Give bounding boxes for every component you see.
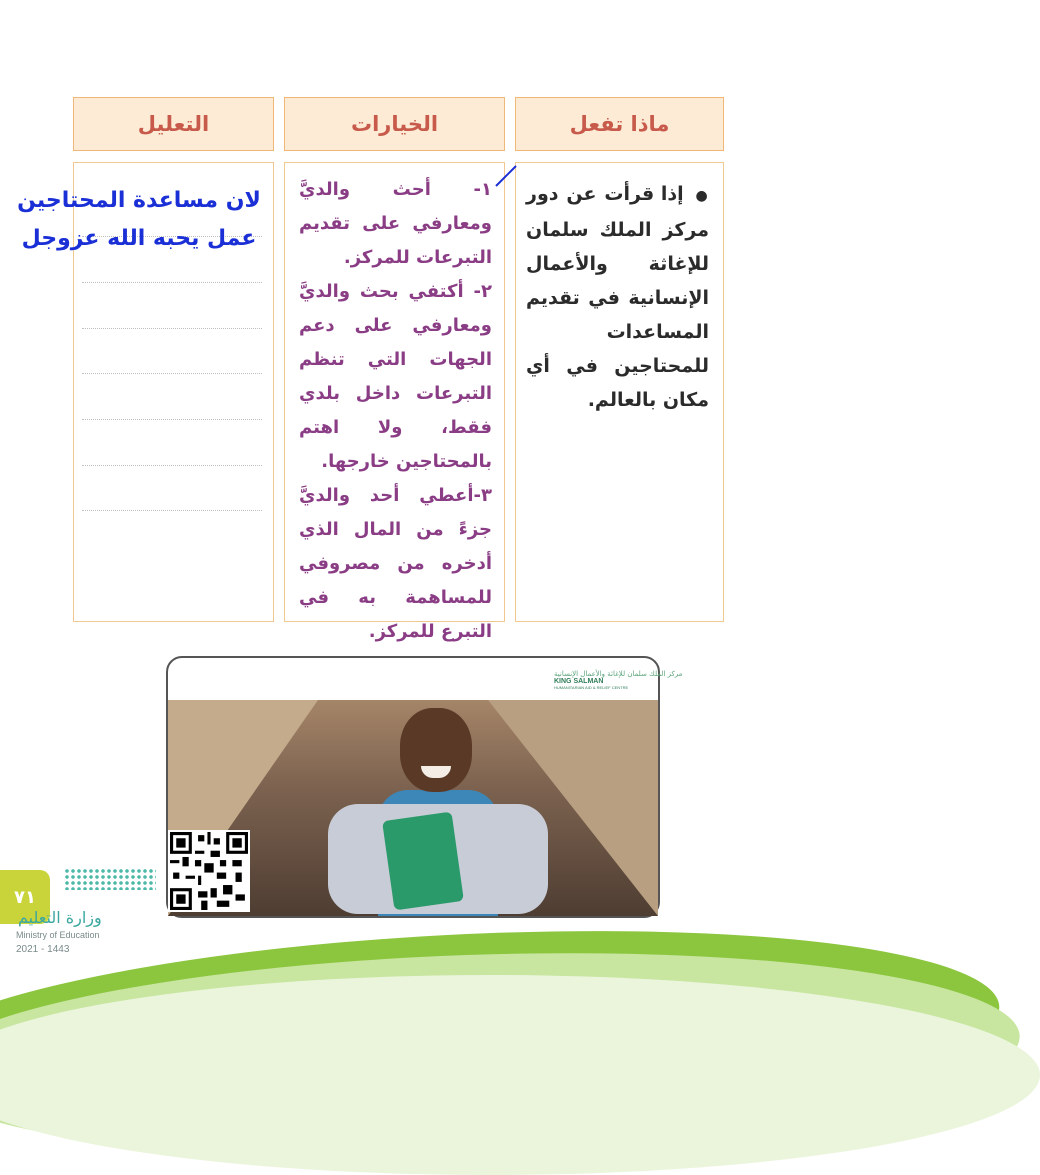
option-1[interactable]: ١- أحث والديَّ ومعارفي على تقديم التبرعات للمركز. (299, 179, 492, 268)
ksrelief-logo (554, 664, 683, 696)
answer-line (82, 282, 262, 283)
answer-line (82, 465, 262, 466)
answer-line (82, 510, 262, 511)
options-list (299, 173, 492, 649)
academic-year: 2021 - 1443 (16, 944, 70, 955)
situation-text: إذا قرأت عن دور مركز الملك سلمان للإغاثة والأعمال الإنسانية في تقديم المساعدات للمحتاجين في أي مكان بالعالم. (526, 183, 709, 411)
header-what-to-do: ماذا تفعل (515, 97, 724, 151)
situation-text-block (526, 177, 709, 417)
option-2[interactable]: ٢- أكتفي بحث والديَّ ومعارفي على دعم الجهات التي تنظم التبرعات داخل بلدي فقط، ولا اهتم بالمحتاجين خارجها. (299, 281, 492, 472)
child-head (400, 708, 472, 792)
page-number-badge: ٧١ (0, 870, 50, 924)
answer-line (82, 373, 262, 374)
situation-cell (515, 162, 724, 622)
header-choices: الخيارات (284, 97, 505, 151)
bullet-icon: ● (695, 188, 709, 204)
answer-line (82, 419, 262, 420)
footer-swoosh (0, 975, 1040, 1175)
logo-arabic-text: مركز الملك سلمان للإغاثة والأعمال الإنسانية (554, 670, 683, 678)
ministry-name-arabic: وزارة التعليم (18, 908, 102, 927)
logo-english-subtext: HUMANITARIAN AID & RELIEF CENTRE (554, 685, 629, 690)
qr-code-icon[interactable] (168, 830, 250, 912)
handwritten-answer-line-2: عمل يحبه الله عزوجل (21, 226, 257, 251)
option-3[interactable]: ٣-أعطي أحد والديَّ جزءً من المال الذي أدخره من مصروفي للمساهمة به في التبرع للمركز. (299, 485, 492, 642)
choices-cell (284, 162, 505, 642)
ministry-logo-dots-icon (64, 868, 156, 890)
checkmark-icon (494, 164, 518, 188)
answer-line (82, 328, 262, 329)
ministry-name-english: Ministry of Education (16, 930, 100, 940)
handwritten-answer-line-1: لان مساعدة المحتاجين (17, 188, 261, 213)
aid-bag-label (382, 812, 464, 911)
logo-english-text: KING SALMAN (554, 678, 604, 685)
header-reasoning: التعليل (73, 97, 274, 151)
